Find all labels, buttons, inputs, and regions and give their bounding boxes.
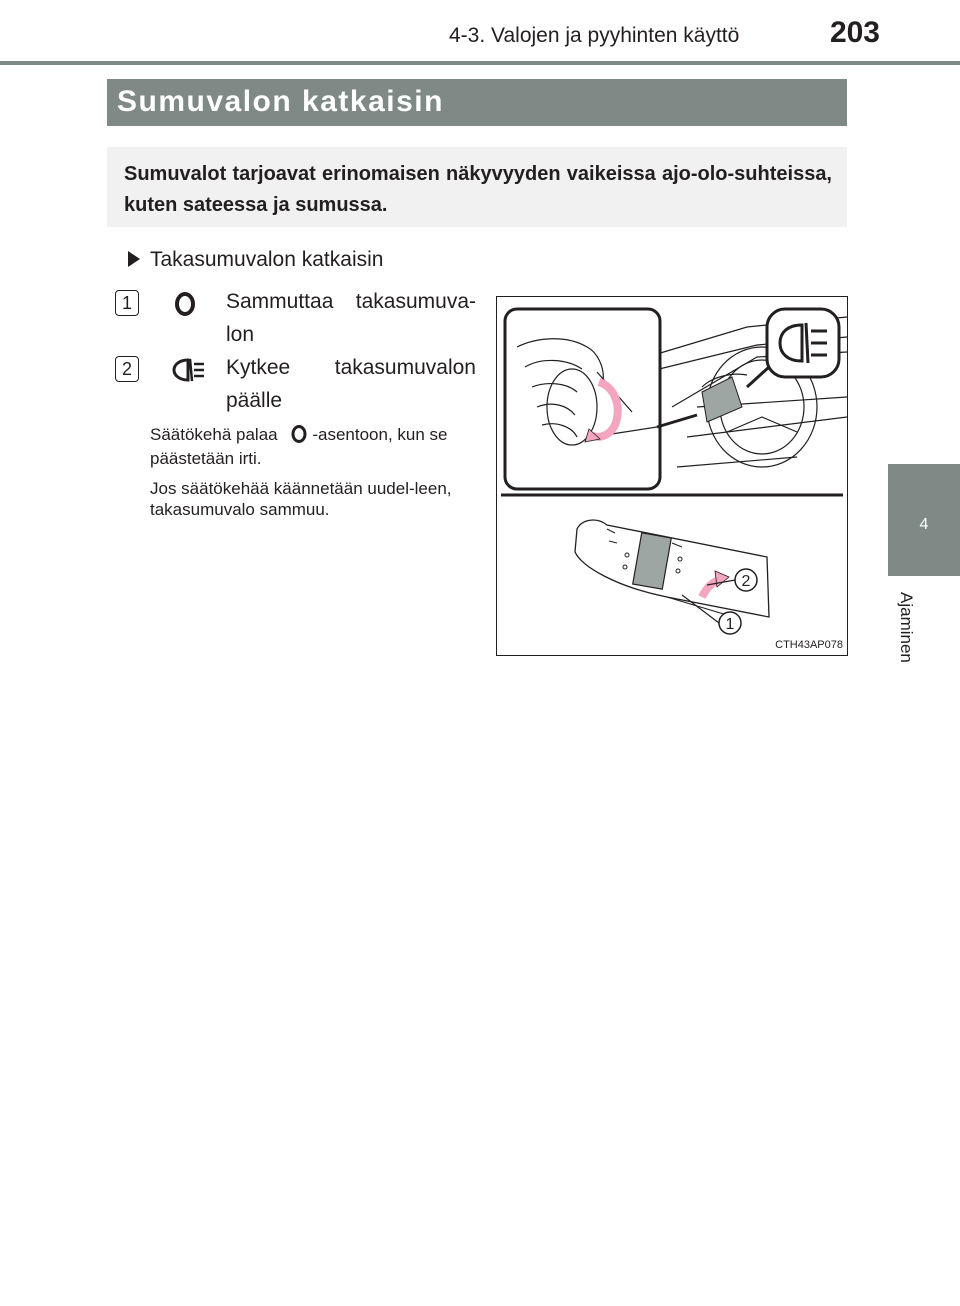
item-text-1: Sammuttaa takasumuva-lon [226,290,476,346]
header-title: 4-3. Valojen ja pyyhinten käyttö [449,24,740,47]
note-1-after: -asentoon, kun se päästetään irti. [150,425,448,468]
note-2: Jos säätökehää käännetään uudel-leen, takasumuvalo sammuu. [150,479,452,519]
header-rule [0,61,960,65]
callout-1: 1 [725,616,735,633]
note-1-before: Säätökehä palaa [150,425,278,444]
intro-box [107,147,847,227]
illustration [496,296,848,656]
intro-text: Sumuvalot tarjoavat erinomaisen näkyvyyden vaikeissa ajo-olo-suhteissa, kuten sateessa ja sumussa. [124,163,832,216]
off-position-icon [290,425,308,448]
fog-switch-illustration [497,297,847,655]
figure-code: CTH43AP078 [775,639,843,651]
item-number-1: 1 [115,290,139,316]
chapter-name-text: Ajaminen [897,592,916,663]
chapter-tab[interactable] [888,464,960,576]
section-title: Sumuvalon katkaisin [117,85,444,118]
callout-2: 2 [741,573,751,590]
note-1 [150,424,476,469]
rear-fog-light-icon [170,356,206,389]
item-number-2: 2 [115,356,139,382]
subheading-text: Takasumuvalon katkaisin [150,248,384,271]
section-title-bar [107,79,847,126]
item-text-2: Kytkee takasumuvalon päälle [226,356,476,412]
subheading [128,248,383,272]
off-position-icon [173,292,197,321]
chapter-name [892,592,922,692]
chapter-number: 4 [919,516,929,533]
page-number: 203 [829,16,880,49]
triangle-bullet-icon [128,251,140,267]
